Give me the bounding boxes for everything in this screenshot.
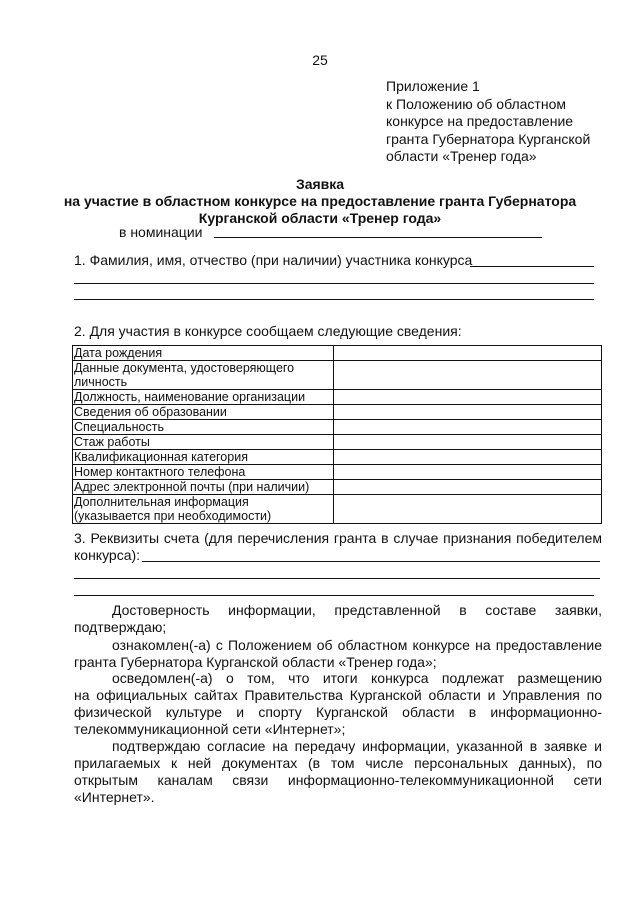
declaration-line: подтверждаю согласие на передачу информации, указанной в заявке и <box>112 738 602 754</box>
table-row <box>73 390 602 405</box>
table-row <box>73 435 602 450</box>
declaration-line: прилагаемых к ней документах (в том числе персональных данных), по <box>74 755 602 771</box>
section3-label <box>74 530 602 564</box>
row-label: Сведения об образовании <box>73 405 334 420</box>
appendix-note <box>386 78 590 166</box>
account-field-line-3[interactable] <box>74 595 594 596</box>
declaration-line: подтверждаю; <box>74 619 167 635</box>
appendix-line: Приложение 1 <box>386 78 480 94</box>
account-field-line-2[interactable] <box>74 578 600 579</box>
row-value[interactable] <box>334 480 602 495</box>
table-row <box>73 361 602 390</box>
row-value[interactable] <box>334 346 602 361</box>
row-label: Дата рождения <box>73 346 334 361</box>
row-label: Адрес электронной почты (при наличии) <box>73 480 334 495</box>
table-row <box>73 405 602 420</box>
declaration-line: телекоммуникационной сети «Интернет»; <box>74 721 346 737</box>
appendix-line: к Положению об областном <box>386 95 566 112</box>
row-label: Должность, наименование организации <box>73 390 334 405</box>
appendix-line: конкурсе на предоставление <box>386 113 574 129</box>
account-field[interactable] <box>142 561 600 562</box>
declaration-line: Достоверность информации, представленной в составе заявки, <box>112 602 602 618</box>
table-row <box>73 420 602 435</box>
declaration-line: осведомлен(-а) о том, что итоги конкурса подлежат размещению <box>112 670 602 686</box>
declaration-line: открытым каналам связи информационно-телекоммуникационной сети <box>74 772 602 788</box>
row-value[interactable] <box>334 435 602 450</box>
title-line: на участие в областном конкурсе на предоставление гранта Губернатора <box>63 193 577 209</box>
nomination-label: в номинации <box>119 224 203 240</box>
nomination-field[interactable] <box>214 237 542 238</box>
row-label: Стаж работы <box>73 435 334 450</box>
row-label: Специальность <box>73 420 334 435</box>
declaration-line: гранта Губернатора Курганской области «Тренер года»; <box>74 654 437 670</box>
title-line: Заявка <box>295 176 345 192</box>
row-value[interactable] <box>334 420 602 435</box>
fio-field-line-2[interactable] <box>74 283 594 284</box>
section1-label: 1. Фамилия, имя, отчество (при наличии) участника конкурса <box>74 252 473 268</box>
table-row <box>73 495 602 524</box>
row-label: Квалификационная категория <box>73 450 334 465</box>
declaration-acquainted <box>74 637 602 671</box>
declaration-line: физической культуре и спорту Курганской области в информационно- <box>74 704 602 720</box>
section3-line: конкурса): <box>74 547 141 563</box>
declaration-line: на официальных сайтах Правительства Курганской области и Управления по <box>74 687 602 703</box>
table-row <box>73 480 602 495</box>
row-value[interactable] <box>334 361 602 390</box>
page-number: 25 <box>312 52 328 68</box>
appendix-line: области «Тренер года» <box>386 148 537 164</box>
row-label: Номер контактного телефона <box>73 465 334 480</box>
declaration-reliability <box>74 602 602 636</box>
table-row <box>73 346 602 361</box>
row-value[interactable] <box>334 405 602 420</box>
section3-line: 3. Реквизиты счета (для перечисления гранта в случае признания победителем <box>74 530 602 546</box>
row-label: Данные документа, удостоверяющего личность <box>73 361 334 390</box>
declaration-consent <box>74 738 602 806</box>
row-value[interactable] <box>334 465 602 480</box>
table-row <box>73 450 602 465</box>
fio-field-line-3[interactable] <box>74 299 594 300</box>
title-line: Курганской области «Тренер года» <box>198 210 442 226</box>
row-label: Дополнительная информация (указывается при необходимости) <box>73 495 334 524</box>
appendix-line: гранта Губернатора Курганской <box>386 130 591 147</box>
document-title <box>0 176 640 227</box>
declaration-line: «Интернет». <box>74 789 155 805</box>
row-value[interactable] <box>334 450 602 465</box>
declaration-line: ознакомлен(-а) с Положением об областном конкурсе на предоставление <box>112 637 602 653</box>
section2-label: 2. Для участия в конкурсе сообщаем следующие сведения: <box>74 323 462 339</box>
declaration-informed <box>74 670 602 738</box>
row-value[interactable] <box>334 390 602 405</box>
table-row <box>73 465 602 480</box>
row-value[interactable] <box>334 495 602 524</box>
info-table <box>72 345 602 524</box>
fio-field[interactable] <box>470 266 594 267</box>
